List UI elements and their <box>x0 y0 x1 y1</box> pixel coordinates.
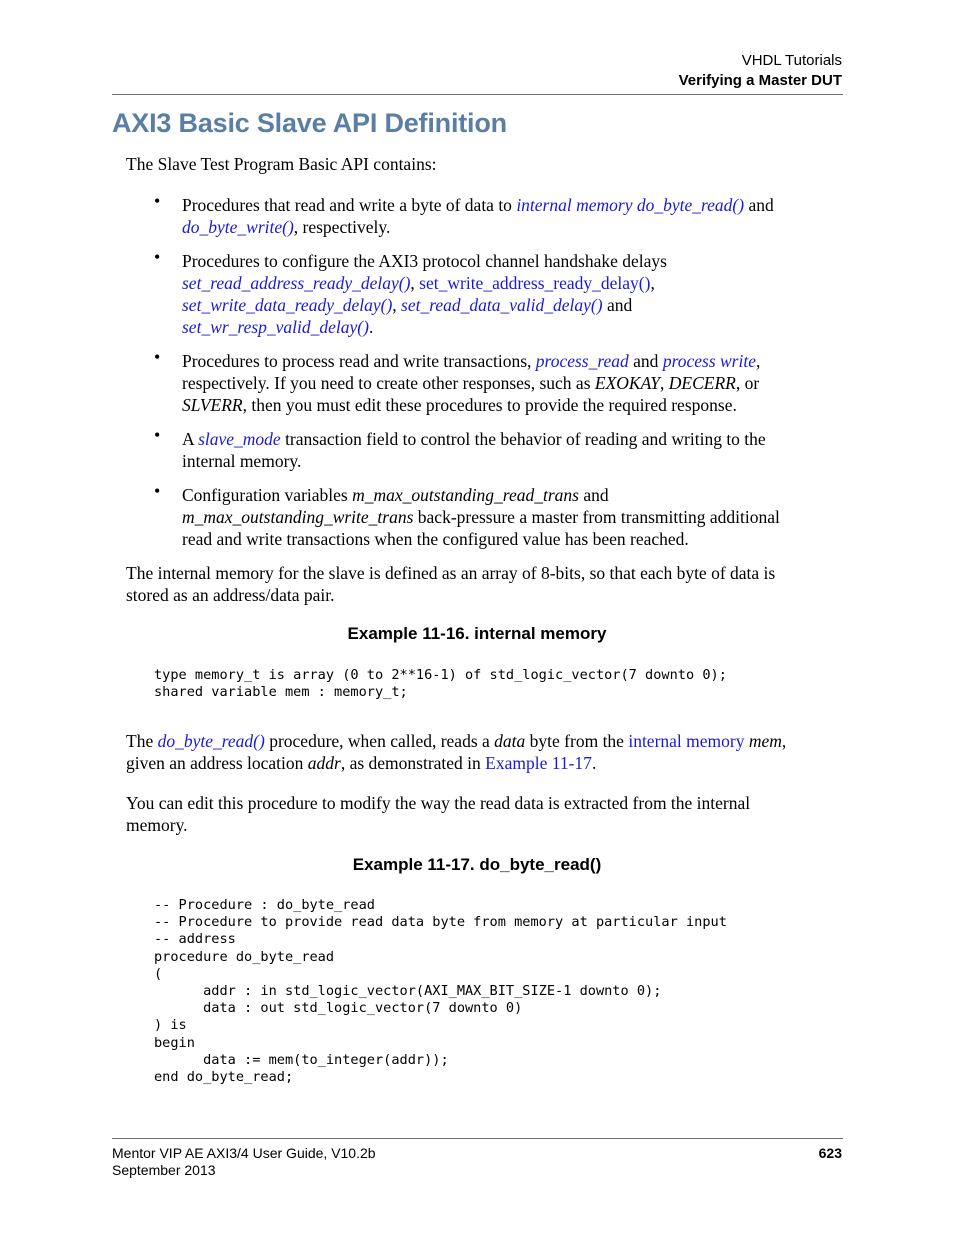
link-set-read-data-valid-delay[interactable]: set_read_data_valid_delay() <box>401 295 603 315</box>
list-item: Procedures that read and write a byte of data to internal memory do_byte_read() and do_byte_write(), respectively. <box>182 195 774 237</box>
bullet-marker: • <box>154 481 161 501</box>
list-item: Procedures to process read and write transactions, process_read and process write, respectively. If you need to create other responses, such as EXOKAY, DECERR, or SLVERR, then you must edit these procedures to provide the required response. <box>182 351 761 415</box>
header-subsection: Verifying a Master DUT <box>678 72 842 89</box>
link-set-read-address-ready-delay[interactable]: set_read_address_ready_delay() <box>182 273 411 293</box>
paragraph-do-byte-read: The do_byte_read() procedure, when called, reads a data byte from the internal memory mem, given an address location addr, as demonstrated in Example 11-17. <box>126 731 787 773</box>
paragraph-edit-procedure: You can edit this procedure to modify the way the read data is extracted from the internal memory. <box>126 793 751 835</box>
code-block-internal-memory: type memory_t is array (0 to 2**16-1) of std_logic_vector(7 downto 0); shared variable mem : memory_t; <box>154 667 727 701</box>
link-internal-memory-do-byte-read[interactable]: internal memory do_byte_read() <box>516 195 745 215</box>
link-internal-memory[interactable]: internal memory <box>628 731 745 751</box>
bullet-marker: • <box>154 425 161 445</box>
link-set-write-address-ready-delay[interactable]: set_write_address_ready_delay() <box>419 273 651 293</box>
header-rule <box>112 94 843 95</box>
bullet-marker: • <box>154 247 161 267</box>
link-example-11-17[interactable]: Example 11-17 <box>485 753 592 773</box>
bullet-marker: • <box>154 191 161 211</box>
example-caption: Example 11-17. do_byte_read() <box>352 855 602 874</box>
intro-text: The Slave Test Program Basic API contains: <box>126 154 437 174</box>
page-title: AXI3 Basic Slave API Definition <box>112 108 507 138</box>
link-do-byte-read[interactable]: do_byte_read() <box>157 731 265 751</box>
paragraph-internal-memory: The internal memory for the slave is defined as an array of 8-bits, so that each byte of data is stored as an address/data pair. <box>126 563 776 605</box>
header-section: VHDL Tutorials <box>741 52 842 69</box>
list-item: A slave_mode transaction field to control the behavior of reading and writing to the internal memory. <box>182 429 766 471</box>
page-number: 623 <box>818 1145 842 1161</box>
link-slave-mode[interactable]: slave_mode <box>198 429 281 449</box>
link-process-read[interactable]: process_read <box>535 351 629 371</box>
footer-doc-info: Mentor VIP AE AXI3/4 User Guide, V10.2b September 2013 <box>112 1145 376 1178</box>
list-item: Procedures to configure the AXI3 protocol channel handshake delays set_read_address_ready_delay(), set_write_address_ready_delay(), set_write_data_ready_delay(), set_read_data_valid_delay() and set_wr_resp_valid_delay(). <box>182 251 667 337</box>
link-process-write[interactable]: process write <box>662 351 756 371</box>
link-set-wr-resp-valid-delay[interactable]: set_wr_resp_valid_delay() <box>182 317 369 337</box>
link-set-write-data-ready-delay[interactable]: set_write_data_ready_delay() <box>182 295 393 315</box>
list-item: Configuration variables m_max_outstanding_read_trans and m_max_outstanding_write_trans back-pressure a master from transmitting additional read and write transactions when the configured value has been reached. <box>182 485 780 549</box>
footer-rule <box>112 1138 843 1139</box>
code-block-do-byte-read: -- Procedure : do_byte_read -- Procedure to provide read data byte from memory at particular input -- address procedure do_byte_read ( addr : in std_logic_vector(AXI_MAX_BIT_SIZE-1 downto 0); data : out std_logic_vector(7 downto 0) ) is begin data := mem(to_integer(addr)); end do_byte_read; <box>154 897 727 1086</box>
example-caption: Example 11-16. internal memory <box>347 624 607 643</box>
bullet-marker: • <box>154 347 161 367</box>
link-do-byte-write[interactable]: do_byte_write() <box>182 217 294 237</box>
